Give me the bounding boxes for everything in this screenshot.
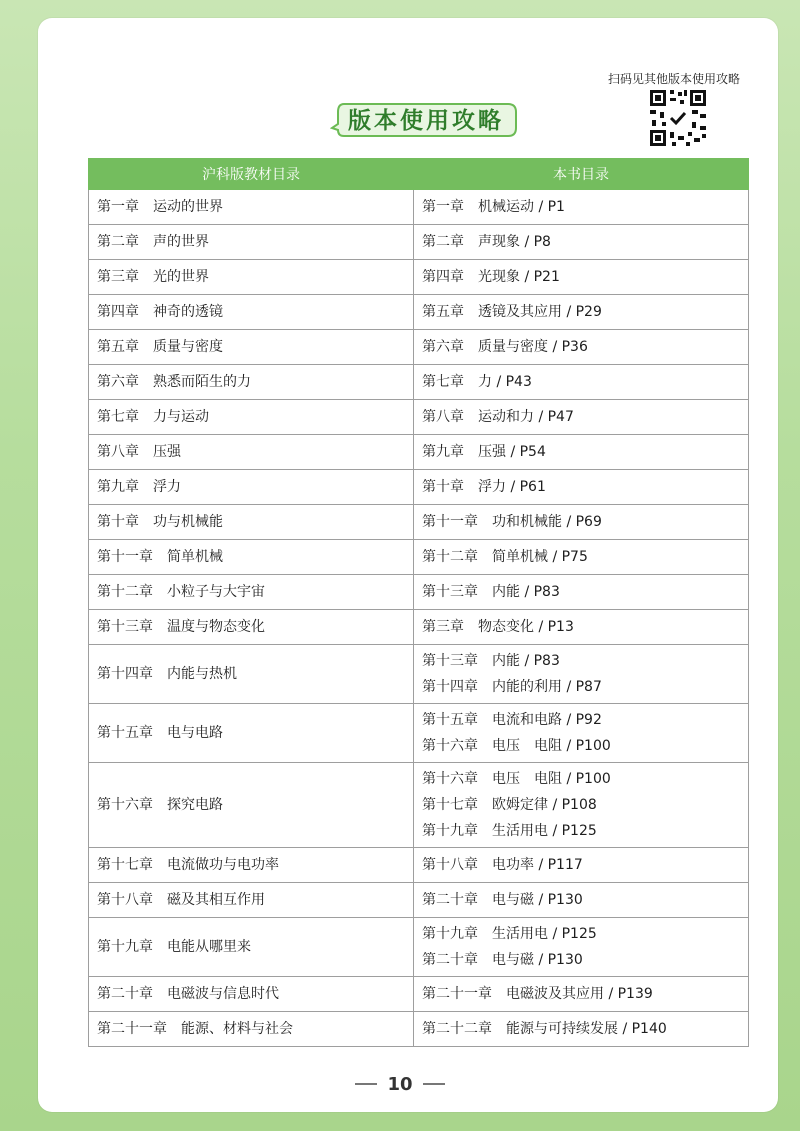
book-chapter-cell [414, 295, 749, 330]
hkb-chapter-cell: 第一章 运动的世界 [89, 190, 414, 225]
table-row [89, 190, 749, 225]
table-row [89, 225, 749, 260]
table-row [89, 365, 749, 400]
page-number [340, 1072, 460, 1096]
book-chapter-entry: 第十四章 内能的利用 / P87 [422, 679, 602, 695]
table-row [89, 883, 749, 918]
hkb-chapter-cell: 第十一章 简单机械 [89, 540, 414, 575]
book-chapter-cell [414, 610, 749, 645]
book-chapter-cell [414, 330, 749, 365]
hkb-chapter-cell: 第二章 声的世界 [89, 225, 414, 260]
book-chapter-entry: 第十章 浮力 / P61 [422, 479, 546, 495]
hkb-chapter-cell: 第五章 质量与密度 [89, 330, 414, 365]
book-chapter-cell [414, 848, 749, 883]
book-chapter-entry: 第十九章 生活用电 / P125 [422, 823, 597, 839]
table-row [89, 260, 749, 295]
header-book-toc: 本书目录 [414, 159, 749, 190]
book-chapter-entry: 第八章 运动和力 / P47 [422, 409, 574, 425]
book-chapter-entry: 第三章 物态变化 / P13 [422, 619, 574, 635]
book-chapter-entry: 第十三章 内能 / P83 [422, 653, 560, 669]
book-chapter-entry: 第十三章 内能 / P83 [422, 584, 560, 600]
book-chapter-entry: 第十二章 简单机械 / P75 [422, 549, 588, 565]
hkb-chapter-cell: 第七章 力与运动 [89, 400, 414, 435]
page-number-dash-right [423, 1083, 445, 1085]
hkb-chapter-cell: 第九章 浮力 [89, 470, 414, 505]
book-chapter-cell [414, 190, 749, 225]
book-chapter-entry: 第六章 质量与密度 / P36 [422, 339, 588, 355]
page-number-value: 10 [387, 1073, 413, 1095]
table-row [89, 1012, 749, 1047]
qr-caption: 扫码见其他版本使用攻略 [608, 72, 741, 86]
book-chapter-entry: 第二章 声现象 / P8 [422, 234, 551, 250]
hkb-chapter-cell: 第十章 功与机械能 [89, 505, 414, 540]
header-hkb-toc: 沪科版教材目录 [89, 159, 414, 190]
book-chapter-cell [414, 704, 749, 763]
page-title: 版本使用攻略 [348, 107, 504, 134]
hkb-chapter-cell: 第十九章 电能从哪里来 [89, 918, 414, 977]
book-chapter-entry: 第十七章 欧姆定律 / P108 [422, 797, 597, 813]
table-row [89, 575, 749, 610]
book-chapter-entry: 第一章 机械运动 / P1 [422, 199, 565, 215]
book-chapter-cell [414, 505, 749, 540]
hkb-chapter-cell: 第十七章 电流做功与电功率 [89, 848, 414, 883]
book-chapter-entry: 第十一章 功和机械能 / P69 [422, 514, 602, 530]
table-row [89, 763, 749, 848]
book-chapter-cell [414, 435, 749, 470]
hkb-chapter-cell: 第六章 熟悉而陌生的力 [89, 365, 414, 400]
hkb-chapter-cell: 第二十章 电磁波与信息时代 [89, 977, 414, 1012]
hkb-chapter-cell: 第十二章 小粒子与大宇宙 [89, 575, 414, 610]
toc-header-row [89, 159, 749, 190]
table-row [89, 848, 749, 883]
hkb-chapter-cell: 第十四章 内能与热机 [89, 645, 414, 704]
book-chapter-entry: 第九章 压强 / P54 [422, 444, 546, 460]
book-chapter-cell [414, 645, 749, 704]
hkb-chapter-cell: 第四章 神奇的透镜 [89, 295, 414, 330]
table-row [89, 295, 749, 330]
book-chapter-entry: 第二十二章 能源与可持续发展 / P140 [422, 1021, 667, 1037]
table-row [89, 918, 749, 977]
book-chapter-cell [414, 575, 749, 610]
table-row [89, 610, 749, 645]
book-chapter-cell [414, 225, 749, 260]
toc-table [88, 158, 749, 1047]
book-chapter-cell [414, 540, 749, 575]
book-chapter-cell [414, 918, 749, 977]
table-row [89, 435, 749, 470]
book-chapter-entry: 第五章 透镜及其应用 / P29 [422, 304, 602, 320]
hkb-chapter-cell: 第二十一章 能源、材料与社会 [89, 1012, 414, 1047]
book-chapter-entry: 第二十章 电与磁 / P130 [422, 892, 583, 908]
table-row [89, 505, 749, 540]
book-chapter-cell [414, 763, 749, 848]
book-chapter-entry: 第十九章 生活用电 / P125 [422, 926, 597, 942]
book-chapter-cell [414, 470, 749, 505]
hkb-chapter-cell: 第八章 压强 [89, 435, 414, 470]
book-chapter-cell [414, 260, 749, 295]
book-chapter-cell [414, 977, 749, 1012]
hkb-chapter-cell: 第三章 光的世界 [89, 260, 414, 295]
qr-code-icon [648, 88, 708, 148]
book-chapter-cell [414, 400, 749, 435]
table-row [89, 704, 749, 763]
book-chapter-cell [414, 365, 749, 400]
table-row [89, 470, 749, 505]
book-chapter-entry: 第十六章 电压 电阻 / P100 [422, 771, 611, 787]
page-number-dash-left [355, 1083, 377, 1085]
book-chapter-cell [414, 1012, 749, 1047]
table-row [89, 540, 749, 575]
hkb-chapter-cell: 第十五章 电与电路 [89, 704, 414, 763]
book-chapter-entry: 第十五章 电流和电路 / P92 [422, 712, 602, 728]
book-chapter-entry: 第七章 力 / P43 [422, 374, 532, 390]
toc-body [89, 190, 749, 1047]
book-chapter-entry: 第十六章 电压 电阻 / P100 [422, 738, 611, 754]
book-chapter-cell [414, 883, 749, 918]
book-chapter-entry: 第二十章 电与磁 / P130 [422, 952, 583, 968]
book-chapter-entry: 第四章 光现象 / P21 [422, 269, 560, 285]
book-chapter-entry: 第十八章 电功率 / P117 [422, 857, 583, 873]
table-row [89, 645, 749, 704]
table-row [89, 400, 749, 435]
hkb-chapter-cell: 第十八章 磁及其相互作用 [89, 883, 414, 918]
table-row [89, 977, 749, 1012]
hkb-chapter-cell: 第十三章 温度与物态变化 [89, 610, 414, 645]
hkb-chapter-cell: 第十六章 探究电路 [89, 763, 414, 848]
table-row [89, 330, 749, 365]
book-chapter-entry: 第二十一章 电磁波及其应用 / P139 [422, 986, 653, 1002]
